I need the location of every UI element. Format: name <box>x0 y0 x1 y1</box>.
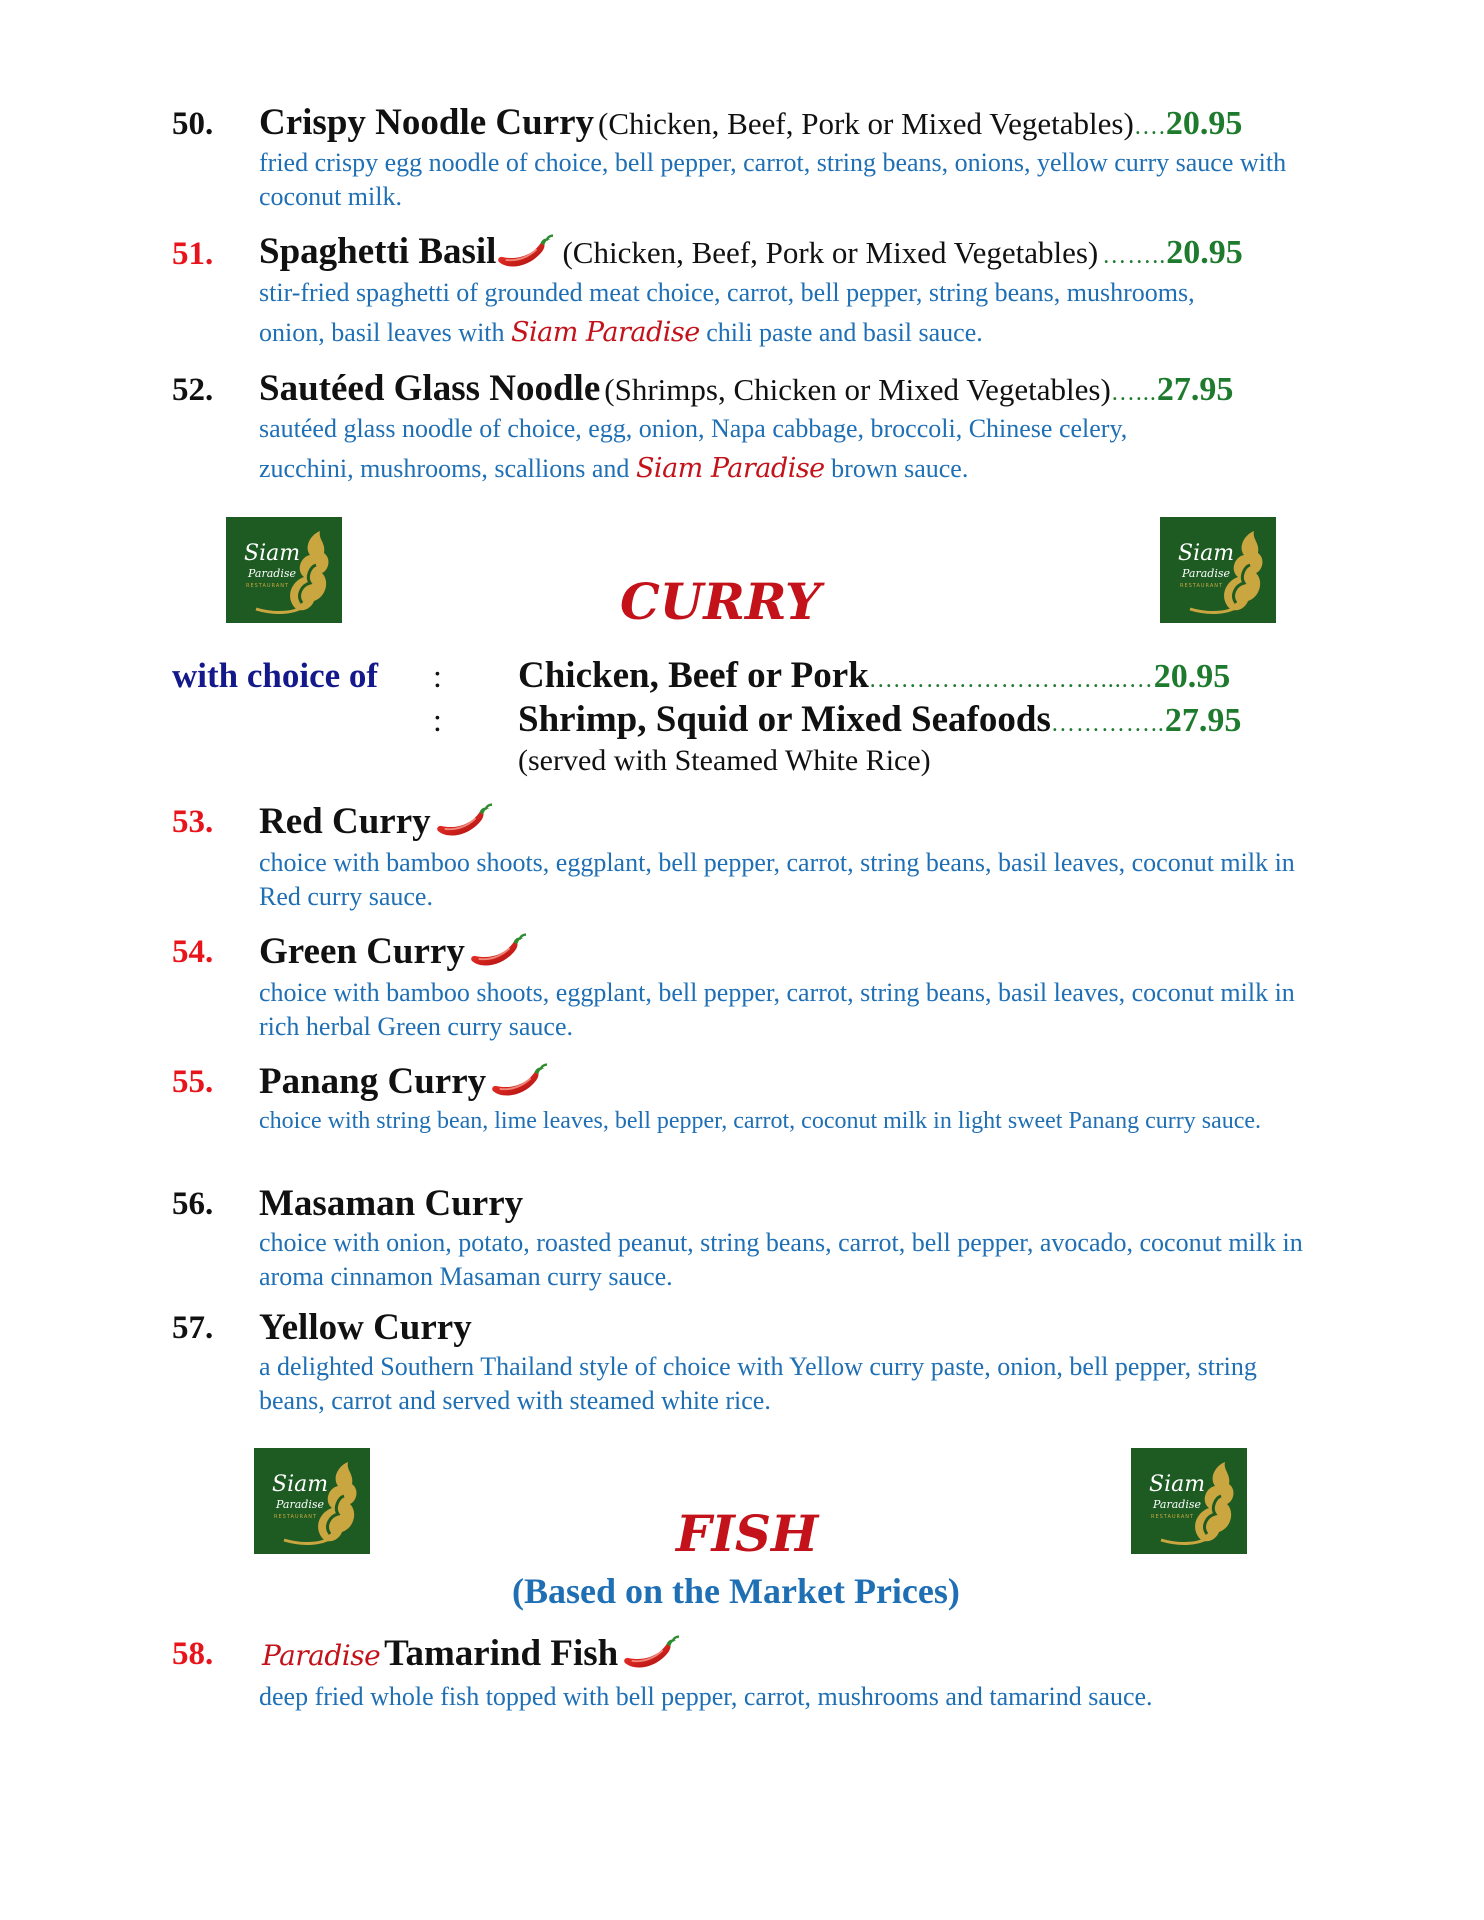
logo-text-restaurant: RESTAURANT <box>1151 1514 1195 1520</box>
choice-meats: Chicken, Beef or Pork <box>518 655 869 696</box>
item-number: 57. <box>172 1310 214 1346</box>
item-name: Sautéed Glass Noodle <box>259 368 601 409</box>
item-description: sautéed glass noodle of choice, egg, onion, Napa cabbage, broccoli, Chinese celery, <box>259 414 1128 443</box>
item-name: Red Curry <box>259 801 431 842</box>
item-name: Panang Curry <box>259 1061 487 1102</box>
item-description: stir-fried spaghetti of grounded meat choice, carrot, bell pepper, string beans, mushrooms, <box>259 278 1195 307</box>
item-number: 56. <box>172 1186 214 1222</box>
menu-item-header <box>259 930 527 973</box>
item-options: (Shrimps, Chicken or Mixed Vegetables) <box>604 372 1111 407</box>
item-description-line2 <box>259 452 968 486</box>
logo-text-siam: Siam <box>1178 541 1235 566</box>
item-description-line2 <box>259 316 983 350</box>
item-options: (Chicken, Beef, Pork or Mixed Vegetables) <box>562 235 1099 270</box>
item-number: 50. <box>172 106 214 142</box>
desc-text: onion, basil leaves with <box>259 318 505 347</box>
logo-text-siam: Siam <box>272 1472 329 1497</box>
logo-text-restaurant: RESTAURANT <box>1180 583 1224 589</box>
brand-name: Siam Paradise <box>511 317 700 348</box>
item-description: choice with bamboo shoots, eggplant, bell pepper, carrot, string beans, basil leaves, coconut milk in rich herbal Green curry sauce. <box>259 978 1295 1041</box>
choice-line-1 <box>518 654 1230 697</box>
logo-text-restaurant: RESTAURANT <box>274 1514 318 1520</box>
desc-text: chili paste and basil sauce. <box>706 318 983 347</box>
logo-text-paradise: Paradise <box>1153 1498 1201 1511</box>
desc-text: brown sauce. <box>831 454 969 483</box>
choice-seafood: Shrimp, Squid or Mixed Seafoods <box>518 699 1051 740</box>
section-title-fish: FISH <box>676 1504 819 1563</box>
item-description: a delighted Southern Thailand style of choice with Yellow curry paste, onion, bell pepper, string beans, carrot and served with steamed white rice. <box>259 1352 1257 1415</box>
leader-dots: ………….. <box>1050 711 1165 737</box>
item-name: Spaghetti Basil <box>259 231 497 272</box>
logo-text-restaurant: RESTAURANT <box>246 583 290 589</box>
leader-dots: …….. <box>1102 243 1167 269</box>
leader-dots: ….……………………....… <box>868 667 1154 693</box>
item-description: choice with onion, potato, roasted peanut, string beans, carrot, bell pepper, avocado, coconut milk in aroma cinnamon Masaman curry sauce. <box>259 1228 1303 1291</box>
menu-item-header <box>259 800 493 843</box>
logo-text-paradise: Paradise <box>248 567 296 580</box>
item-options: (Chicken, Beef, Pork or Mixed Vegetables) <box>598 106 1134 141</box>
menu-item-header <box>259 1060 548 1103</box>
logo-text-siam: Siam <box>244 541 301 566</box>
item-number: 58. <box>172 1636 214 1672</box>
item-name: Masaman Curry <box>259 1183 524 1224</box>
restaurant-logo <box>226 517 342 623</box>
chili-pepper-icon <box>622 1634 680 1674</box>
item-price: 20.95 <box>1165 105 1243 142</box>
item-name: Crispy Noodle Curry <box>259 102 595 143</box>
section-title-curry: CURRY <box>620 572 821 631</box>
brand-name: Siam Paradise <box>635 453 825 484</box>
logo-text-paradise: Paradise <box>276 1498 324 1511</box>
colon: : <box>433 658 442 694</box>
restaurant-logo <box>1131 1448 1247 1554</box>
item-number: 53. <box>172 804 214 840</box>
logo-text-siam: Siam <box>1149 1472 1206 1497</box>
item-number: 51. <box>172 236 214 272</box>
menu-item-header <box>259 1182 523 1225</box>
item-name: Yellow Curry <box>259 1307 472 1348</box>
colon: : <box>433 702 442 738</box>
item-description: deep fried whole fish topped with bell pepper, carrot, mushrooms and tamarind sauce. <box>259 1682 1153 1711</box>
chili-pepper-icon <box>469 932 527 972</box>
leader-dots: …... <box>1110 380 1157 406</box>
item-price: 20.95 <box>1166 234 1243 271</box>
brand-name: Paradise <box>262 1639 381 1672</box>
choice-price: 27.95 <box>1164 702 1242 739</box>
item-description: choice with bamboo shoots, eggplant, bell pepper, carrot, string beans, basil leaves, coconut milk in Red curry sauce. <box>259 848 1295 911</box>
item-description: choice with string bean, lime leaves, bell pepper, carrot, coconut milk in light sweet Panang curry sauce. <box>259 1108 1262 1134</box>
chili-pepper-icon <box>490 1062 548 1102</box>
item-description: fried crispy egg noodle of choice, bell pepper, carrot, string beans, onions, yellow curry sauce with coconut milk. <box>259 148 1287 211</box>
chili-pepper-icon <box>496 233 554 273</box>
menu-item-header <box>259 1306 472 1349</box>
leader-dots: …. <box>1133 114 1166 140</box>
restaurant-logo <box>1160 517 1276 623</box>
restaurant-logo <box>254 1448 370 1554</box>
with-choice-label: with choice of <box>172 656 379 695</box>
served-with-note: (served with Steamed White Rice) <box>518 744 931 777</box>
item-number: 52. <box>172 372 214 408</box>
menu-item-header <box>259 367 1233 410</box>
menu-item-header <box>259 230 1243 273</box>
logo-text-paradise: Paradise <box>1182 567 1230 580</box>
item-name: Tamarind Fish <box>384 1633 619 1674</box>
choice-line-2 <box>518 698 1241 741</box>
item-number: 55. <box>172 1064 214 1100</box>
item-name: Green Curry <box>259 931 465 972</box>
menu-item-header <box>262 1632 680 1675</box>
item-price: 27.95 <box>1156 371 1234 408</box>
fish-subtitle: (Based on the Market Prices) <box>512 1571 960 1611</box>
choice-price: 20.95 <box>1153 658 1231 695</box>
desc-text: zucchini, mushrooms, scallions and <box>259 454 630 483</box>
chili-pepper-icon <box>435 802 493 842</box>
item-number: 54. <box>172 934 214 970</box>
menu-item-header <box>259 101 1242 144</box>
